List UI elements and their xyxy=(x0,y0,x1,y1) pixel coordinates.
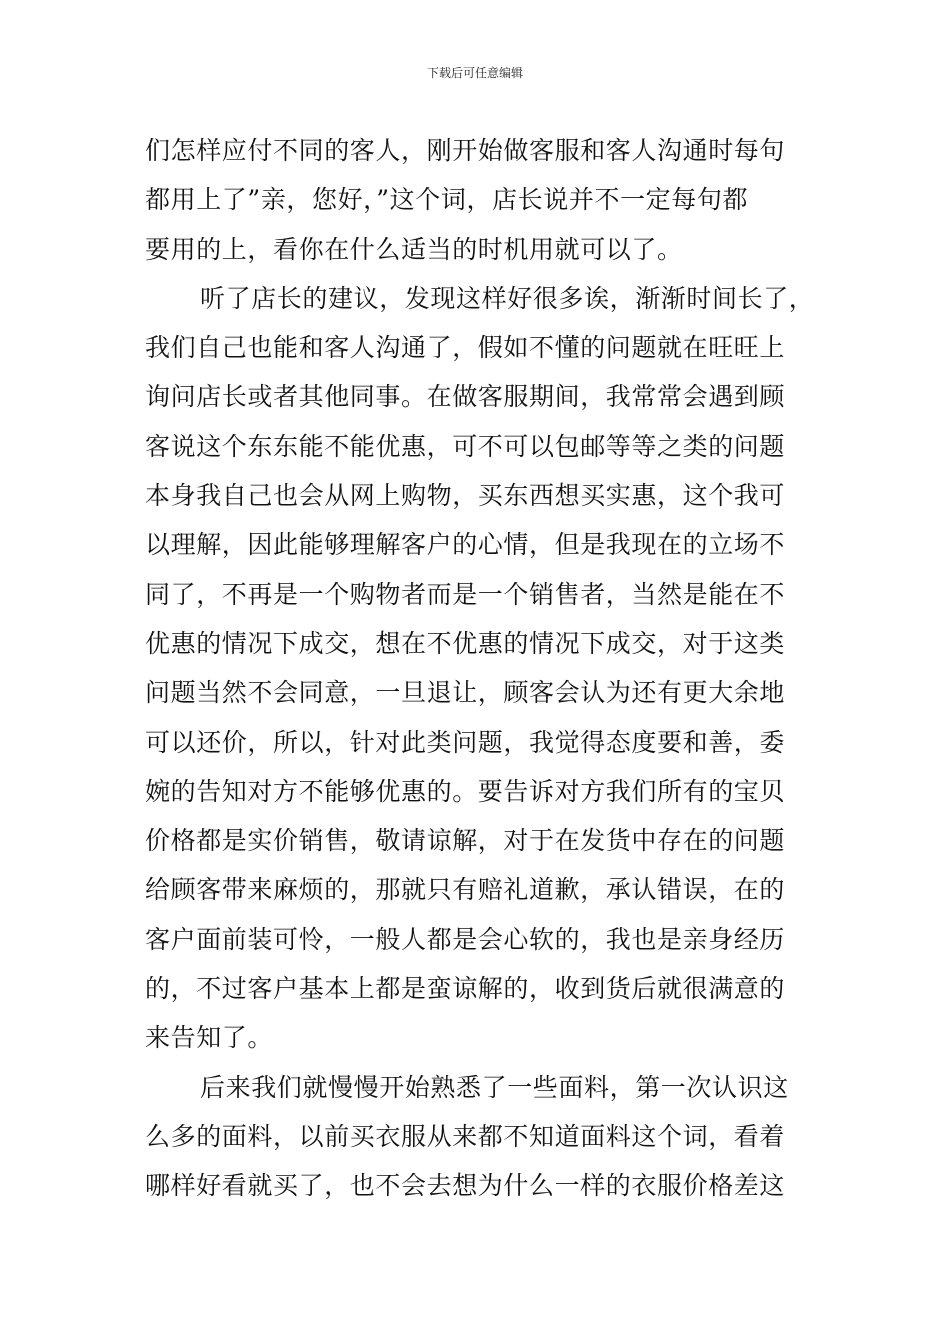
text-line: 听了店长的建议，发现这样好很多诶，渐渐时间长了， xyxy=(200,283,815,313)
text-line: 以理解，因此能够理解客户的心情，但是我现在的立场不 xyxy=(145,530,786,560)
paragraph-2 xyxy=(145,274,817,1063)
text-line: 后来我们就慢慢开始熟悉了一些面料，第一次认识这 xyxy=(200,1072,789,1102)
text-line: 优惠的情况下成交，想在不优惠的情况下成交，对于这类 xyxy=(145,628,786,658)
text-line: 询问店长或者其他同事。在做客服期间，我常常会遇到顾 xyxy=(145,382,786,412)
text-line: 本身我自己也会从网上购物，买东西想买实惠，这个我可 xyxy=(145,481,786,511)
paragraph-1 xyxy=(145,126,817,274)
text-line: 哪样好看就买了，也不会去想为什么一样的衣服价格差这 xyxy=(145,1171,786,1201)
text-line: 客说这个东东能不能优惠，可不可以包邮等等之类的问题 xyxy=(145,431,786,461)
text-line: 要用的上，看你在什么适当的时机用就可以了。 xyxy=(145,234,683,264)
text-line: 价格都是实价销售，敬请谅解，对于在发货中存在的问题 xyxy=(145,826,786,856)
text-line: 婉的告知对方不能够优惠的。要告诉对方我们所有的宝贝 xyxy=(145,776,786,806)
paragraph-3 xyxy=(145,1063,817,1211)
text-line: 的，不过客户基本上都是蛮谅解的，收到货后就很满意的 xyxy=(145,974,786,1004)
text-line: 来告知了。 xyxy=(145,1023,274,1053)
text-line: 们怎样应付不同的客人，刚开始做客服和客人沟通时每句 xyxy=(145,136,786,165)
text-line: 么多的面料，以前买衣服从来都不知道面料这个词，看着 xyxy=(145,1121,786,1151)
text-line: 同了，不再是一个购物者而是一个销售者，当然是能在不 xyxy=(145,579,786,609)
text-line: 都用上了”亲，您好，”这个词，店长说并不一定每句都 xyxy=(145,185,749,215)
text-line: 客户面前装可怜，一般人都是会心软的，我也是亲身经历 xyxy=(145,924,786,954)
body-text xyxy=(145,126,817,1211)
text-line: 问题当然不会同意，一旦退让，顾客会认为还有更大余地 xyxy=(145,678,786,708)
page-header: 下载后可任意编辑 xyxy=(426,66,523,80)
text-line: 我们自己也能和客人沟通了，假如不懂的问题就在旺旺上 xyxy=(145,333,786,363)
text-line: 给顾客带来麻烦的，那就只有赔礼道歉，承认错误，在的 xyxy=(145,875,786,905)
text-line: 可以还价，所以，针对此类问题，我觉得态度要和善，委 xyxy=(145,727,786,757)
